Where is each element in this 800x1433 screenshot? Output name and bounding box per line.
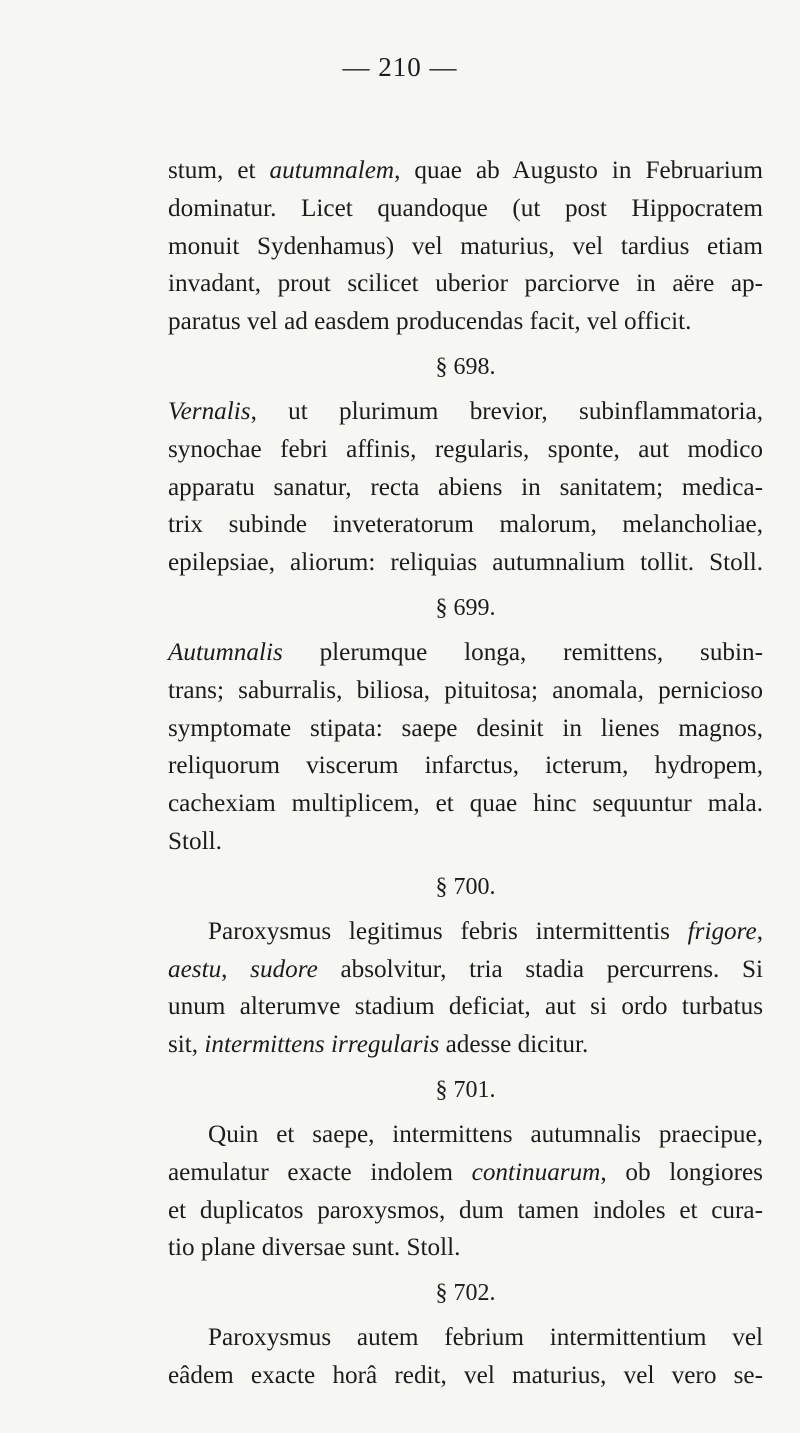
text-line: sit, intermittens irregularis adesse dicitur.	[168, 1031, 589, 1059]
text-line: synochae febri affinis, regularis, sponte, aut modico	[168, 435, 763, 463]
section-heading-701: § 701.	[435, 1076, 496, 1103]
section-heading-698: § 698.	[435, 353, 496, 380]
text-line: Stoll.	[168, 827, 222, 855]
text-line: invadant, prout scilicet uberior parciorve in aëre ap-	[168, 270, 763, 298]
section-heading-702: § 702.	[435, 1280, 496, 1307]
text-line: aemulatur exacte indolem continuarum, ob longiores	[168, 1158, 763, 1186]
text-line: monuit Sydenhamus) vel maturius, vel tardius etiam	[168, 232, 763, 260]
text-line: reliquorum viscerum infarctus, icterum, hydropem,	[168, 752, 763, 780]
text-line: dominatur. Licet quandoque (ut post Hippocratem	[168, 194, 763, 222]
text-line: unum alterumve stadium deficiat, aut si ordo turbatus	[168, 993, 763, 1021]
page-number: — 210 —	[342, 52, 458, 82]
text-line: trans; saburralis, biliosa, pituitosa; anomala, pernicioso	[168, 676, 763, 704]
section-heading-699: § 699.	[435, 594, 496, 621]
body-text	[168, 152, 763, 1395]
text-line: trix subinde inveteratorum malorum, melancholiae,	[168, 511, 763, 539]
text-line: Quin et saepe, intermittens autumnalis praecipue,	[208, 1120, 763, 1148]
text-line: cachexiam multiplicem, et quae hinc sequuntur mala.	[168, 790, 763, 818]
text-line: Paroxysmus legitimus febris intermittentis frigore,	[208, 917, 763, 945]
text-line: Paroxysmus autem febrium intermittentium vel	[208, 1324, 763, 1352]
text-line: Autumnalis plerumque longa, remittens, subin-	[168, 638, 763, 666]
text-line: stum, et autumnalem, quae ab Augusto in Februarium	[168, 157, 763, 184]
text-line: et duplicatos paroxysmos, dum tamen indoles et cura-	[168, 1196, 763, 1224]
text-line: Vernalis, ut plurimum brevior, subinflammatoria,	[168, 397, 763, 425]
text-line: eâdem exacte horâ redit, vel maturius, vel vero se-	[168, 1361, 763, 1389]
text-line: aestu, sudore absolvitur, tria stadia percurrens. Si	[168, 955, 764, 983]
text-line: apparatu sanatur, recta abiens in sanitatem; medica-	[168, 473, 763, 501]
text-line: tio plane diversae sunt. Stoll.	[168, 1234, 461, 1262]
text-line: epilepsiae, aliorum: reliquias autumnalium tollit. Stoll.	[168, 549, 763, 577]
section-heading-700: § 700.	[435, 873, 496, 900]
text-line: paratus vel ad easdem producendas facit, vel officit.	[168, 308, 692, 336]
text-line: symptomate stipata: saepe desinit in lienes magnos,	[168, 714, 763, 742]
